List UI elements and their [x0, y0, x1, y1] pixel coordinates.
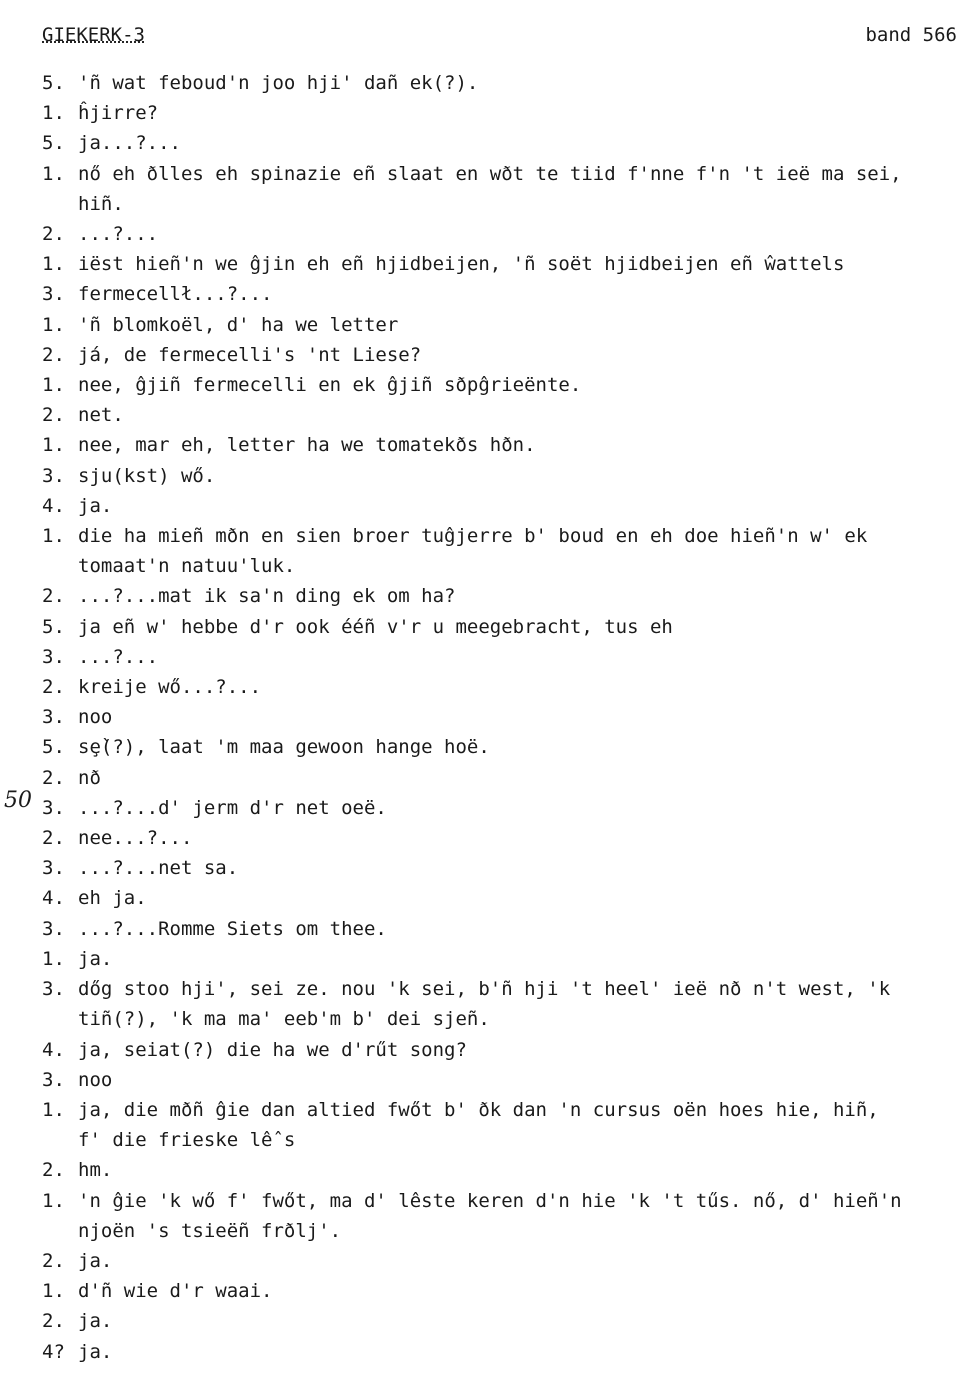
- transcript: [42, 68, 967, 1367]
- transcript-line: [42, 883, 967, 913]
- transcript-line: [42, 1155, 967, 1185]
- speaker-number: 3.: [42, 706, 65, 729]
- transcript-line: [42, 1065, 967, 1095]
- speaker-number: 2.: [42, 343, 65, 366]
- transcript-line: [42, 521, 967, 581]
- speaker-number: 2.: [42, 676, 65, 699]
- transcript-line: [42, 823, 967, 853]
- utterance-text: hm.: [78, 1159, 113, 1182]
- transcript-line: [42, 1186, 967, 1246]
- utterance-text: ...?...mat ik sa'n ding ek om ha?: [78, 585, 456, 608]
- speaker-number: 2.: [42, 1310, 65, 1333]
- transcript-line: [42, 1306, 967, 1336]
- transcript-line: [42, 370, 967, 400]
- utterance-text: net.: [78, 404, 124, 427]
- utterance-continuation: njoën 's tsieëñ frðlj'.: [78, 1219, 342, 1242]
- speaker-number: 5.: [42, 72, 65, 94]
- speaker-number: 5.: [42, 736, 65, 759]
- speaker-number: 1.: [42, 947, 65, 970]
- utterance-text: já, de fermecelli's 'nt Liese?: [78, 343, 422, 366]
- utterance-text: nð: [78, 766, 101, 789]
- utterance-text: ja.: [78, 494, 113, 517]
- speaker-number: 4?: [42, 1340, 65, 1363]
- transcript-line: [42, 732, 967, 762]
- utterance-text: ĥjirre?: [78, 102, 159, 125]
- speaker-number: 4.: [42, 1038, 65, 1061]
- utterance-text: die ha mieñ mðn en sien broer tuĝjerre b' boud en eh doe hieñ'n w' ek: [78, 525, 868, 548]
- utterance-text: nee, ĝjiñ fermecelli en ek ĝjiñ sðpĝrieënte.: [78, 374, 582, 397]
- utterance-text: nee...?...: [78, 827, 193, 850]
- utterance-text: ...?...: [78, 645, 159, 668]
- speaker-number: 4.: [42, 494, 65, 517]
- utterance-text: noo: [78, 706, 113, 729]
- speaker-number: 5.: [42, 132, 65, 155]
- speaker-number: 2.: [42, 827, 65, 850]
- transcript-line: [42, 219, 967, 249]
- transcript-line: [42, 642, 967, 672]
- utterance-text: ...?...: [78, 223, 159, 246]
- speaker-number: 1.: [42, 1280, 65, 1303]
- transcript-line: [42, 1035, 967, 1065]
- utterance-text: 'ñ wat feboud'n joo hji' dañ ek(?).: [78, 72, 479, 94]
- speaker-number: 1.: [42, 102, 65, 125]
- speaker-number: 4.: [42, 887, 65, 910]
- transcript-line: [42, 1246, 967, 1276]
- speaker-number: 3.: [42, 857, 65, 880]
- speaker-number: 3.: [42, 283, 65, 306]
- speaker-number: 1.: [42, 1098, 65, 1121]
- transcript-line: [42, 853, 967, 883]
- transcript-line: [42, 944, 967, 974]
- utterance-text: eh ja.: [78, 887, 147, 910]
- utterance-continuation: tiñ(?), 'k ma ma' eeb'm b' dei sjeñ.: [78, 1008, 490, 1031]
- speaker-number: 3.: [42, 917, 65, 940]
- transcript-line: [42, 974, 967, 1034]
- utterance-text: dőg stoo hji', sei ze. nou 'k sei, b'ñ hji 't heel' ieë nð n't west, 'k: [78, 978, 891, 1001]
- speaker-number: 3.: [42, 796, 65, 819]
- transcript-line: [42, 581, 967, 611]
- transcript-line: [42, 98, 967, 128]
- utterance-text: ja.: [78, 1310, 113, 1333]
- speaker-number: 1.: [42, 253, 65, 276]
- utterance-text: sju(kst) wő.: [78, 464, 216, 487]
- speaker-number: 2.: [42, 1249, 65, 1272]
- speaker-number: 2.: [42, 223, 65, 246]
- speaker-number: 2.: [42, 766, 65, 789]
- transcript-line: [42, 461, 967, 491]
- transcript-line: [42, 612, 967, 642]
- transcript-line: [42, 310, 967, 340]
- utterance-text: ...?...net sa.: [78, 857, 239, 880]
- speaker-number: 2.: [42, 1159, 65, 1182]
- utterance-text: d'ñ wie d'r waai.: [78, 1280, 273, 1303]
- tape-number: band 566: [865, 24, 957, 46]
- page-header: [42, 24, 957, 54]
- utterance-text: ja eñ w' hebbe d'r ook ééñ v'r u meegebracht, tus eh: [78, 615, 673, 638]
- speaker-number: 1.: [42, 374, 65, 397]
- transcript-line: [42, 430, 967, 460]
- utterance-text: nő eh ðlles eh spinazie eñ slaat en wðt te tiid f'nne f'n 't ieë ma sei,: [78, 162, 902, 185]
- speaker-number: 2.: [42, 585, 65, 608]
- utterance-text: noo: [78, 1068, 113, 1091]
- utterance-text: ja...?...: [78, 132, 181, 155]
- transcript-line: [42, 249, 967, 279]
- transcript-line: [42, 279, 967, 309]
- utterance-text: ja, seiat(?) die ha we d'rűt song?: [78, 1038, 467, 1061]
- utterance-text: 'n ĝie 'k wő f' fwőt, ma d' lêste keren d'n hie 'k 't tűs. nő, d' hieñ'n: [78, 1189, 902, 1212]
- transcript-line: [42, 763, 967, 793]
- speaker-number: 3.: [42, 464, 65, 487]
- utterance-text: nee, mar eh, letter ha we tomatekðs hðn.: [78, 434, 536, 457]
- speaker-number: 3.: [42, 1068, 65, 1091]
- utterance-text: ja, die mðñ ĝie dan altied fwőt b' ðk dan 'n cursus oën hoes hie, hiñ,: [78, 1098, 879, 1121]
- speaker-number: 5.: [42, 615, 65, 638]
- speaker-number: 3.: [42, 645, 65, 668]
- transcript-line: [42, 400, 967, 430]
- transcript-line: [42, 491, 967, 521]
- utterance-text: ...?...Romme Siets om thee.: [78, 917, 387, 940]
- speaker-number: 1.: [42, 313, 65, 336]
- speaker-number: 2.: [42, 404, 65, 427]
- transcript-line: [42, 1095, 967, 1155]
- utterance-continuation: hiñ.: [78, 192, 124, 215]
- transcript-line: [42, 340, 967, 370]
- utterance-text: 'ñ blomkoël, d' ha we letter: [78, 313, 399, 336]
- utterance-text: ja.: [78, 947, 113, 970]
- transcript-line: [42, 914, 967, 944]
- transcript-line: [42, 672, 967, 702]
- transcript-line: [42, 159, 967, 219]
- utterance-text: kreije wő...?...: [78, 676, 262, 699]
- transcript-line: [42, 702, 967, 732]
- utterance-text: ja.: [78, 1340, 113, 1363]
- utterance-text: fermecellł...?...: [78, 283, 273, 306]
- speaker-number: 3.: [42, 978, 65, 1001]
- speaker-number: 1.: [42, 525, 65, 548]
- transcript-line: [42, 1276, 967, 1306]
- transcript-line: [42, 128, 967, 158]
- utterance-continuation: tomaat'n natuu'luk.: [78, 555, 296, 578]
- utterance-text: ja.: [78, 1249, 113, 1272]
- transcript-line: [42, 68, 967, 98]
- document-title: GIEKERK-3: [42, 24, 145, 46]
- speaker-number: 1.: [42, 162, 65, 185]
- utterance-text: iëst hieñ'n we ĝjin eh eñ hjidbeijen, 'ñ soët hjidbeijen eñ ŵattels: [78, 253, 845, 276]
- margin-annotation: 50: [4, 788, 32, 813]
- utterance-text: ...?...d' jerm d'r net oeë.: [78, 796, 387, 819]
- utterance-continuation: f' die frieske lêˆs: [78, 1129, 296, 1152]
- speaker-number: 1.: [42, 1189, 65, 1212]
- utterance-text: sȩ̀(?), laat 'm maa gewoon hange hoë.: [78, 736, 490, 759]
- speaker-number: 1.: [42, 434, 65, 457]
- transcript-line: [42, 1337, 967, 1367]
- transcript-line: [42, 793, 967, 823]
